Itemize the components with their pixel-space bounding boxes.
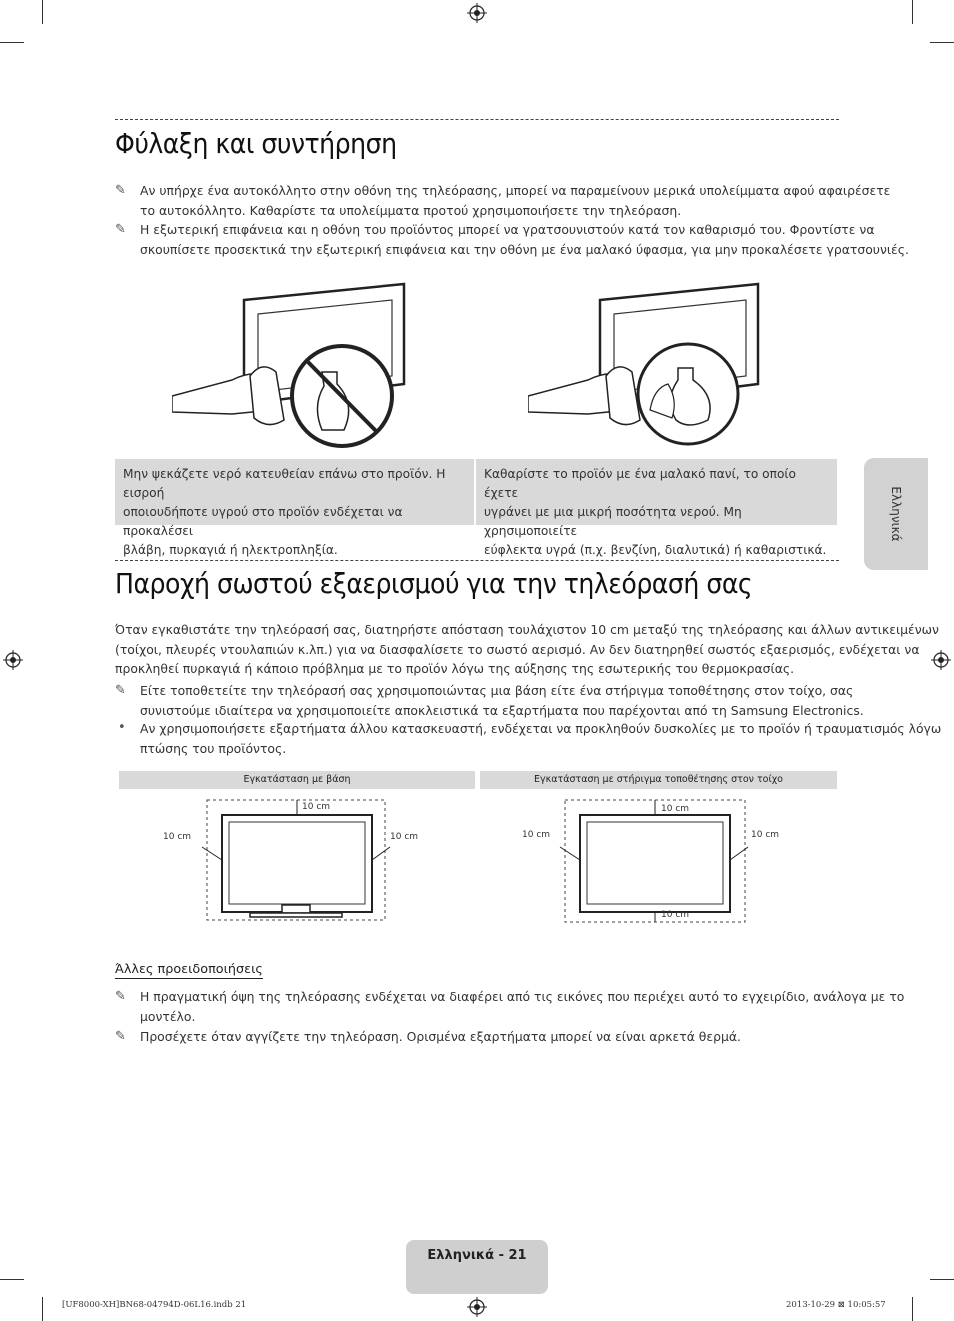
registration-mark-icon xyxy=(3,650,23,670)
registration-mark-icon xyxy=(467,3,487,23)
bullet-icon: • xyxy=(118,720,126,735)
text-line: Μην ψεκάζετε νερό κατευθείαν επάνω στο προϊόν. Η εισροή xyxy=(123,467,446,500)
distance-label-right: 10 cm xyxy=(751,830,780,840)
crop-mark xyxy=(42,0,43,24)
text-line: Αν χρησιμοποιήσετε εξαρτήματα άλλου κατασκευαστή, ενδέχεται να προκληθούν δυσκολίες με το προϊόν ή τραυματισμός λόγω xyxy=(140,721,942,736)
note-appearance xyxy=(140,987,904,1026)
note-icon: ✎ xyxy=(115,1029,126,1044)
no-spray-illustration xyxy=(172,280,412,450)
section-divider xyxy=(115,560,839,561)
distance-label-top: 10 cm xyxy=(661,804,690,814)
crop-mark xyxy=(930,1279,954,1280)
diagram-title-stand: Εγκατάσταση με βάση xyxy=(119,771,475,789)
text-line: Η πραγματική όψη της τηλεόρασης ενδέχεται να διαφέρει από τις εικόνες που περιέχει αυτό το εγχειρίδιο, ανάλογα με το xyxy=(140,989,905,1004)
note-sticker xyxy=(140,181,890,220)
language-side-tab xyxy=(864,458,928,570)
text-line: Η εξωτερική επιφάνεια και η οθόνη του προϊόντος μπορεί να γρατσουνιστούν κατά τον καθαρισμό του. Φροντίστε να xyxy=(140,222,875,237)
text-line: προκληθεί πυρκαγιά ή κάποιο πρόβλημα με το προϊόν λόγω της αύξησης της εσωτερικής του θερμοκρασίας. xyxy=(115,661,795,676)
note-icon: ✎ xyxy=(115,222,126,237)
distance-label-top: 10 cm xyxy=(302,802,331,812)
caption-wipe xyxy=(476,459,837,557)
diagram-title-wall-mount: Εγκατάσταση με στήριγμα τοποθέτησης στον τοίχο xyxy=(480,771,837,789)
crop-mark xyxy=(42,1297,43,1321)
text-line: Είτε τοποθετείτε την τηλεόρασή σας χρησιμοποιώντας μια βάση είτε ένα στήριγμα τοποθέτησης στον τοίχο, σας xyxy=(140,683,854,698)
page-number: Ελληνικά - 21 xyxy=(427,1248,527,1263)
section-title-ventilation: Παροχή σωστού εξαερισμού για την τηλεόρασή σας xyxy=(115,567,753,600)
text-line: συνιστούμε ιδιαίτερα να χρησιμοποιείτε αποκλειστικά τα εξαρτήματα που παρέχονται από τη Samsung Electronics. xyxy=(140,702,864,718)
text-line: βλάβη, πυρκαγιά ή ηλεκτροπληξία. xyxy=(123,543,338,557)
footer-timestamp: 2013-10-29 ⊠ 10:05:57 xyxy=(786,1300,886,1310)
text-line: Αν υπήρχε ένα αυτοκόλλητο στην οθόνη της τηλεόρασης, μπορεί να παραμείνουν μερικά υπολείμματα αφού αφαιρέσετε xyxy=(140,183,891,198)
bullet-other-parts xyxy=(140,719,941,758)
crop-mark xyxy=(912,0,913,24)
text-line: Όταν εγκαθιστάτε την τηλεόρασή σας, διατηρήστε απόσταση τουλάχιστον 10 cm μεταξύ της τηλεόρασης και άλλων αντικειμένων xyxy=(115,622,939,637)
footer-file-info: [UF8000-XH]BN68-04794D-06L16.indb 21 xyxy=(62,1300,247,1310)
registration-mark-icon xyxy=(467,1297,487,1317)
distance-label-left: 10 cm xyxy=(163,832,192,842)
side-tab-label: Ελληνικά xyxy=(889,486,903,542)
text-line: το αυτοκόλλητο. Καθαρίστε τα υπολείμματα προτού χρησιμοποιήσετε την τηλεόραση. xyxy=(140,202,682,218)
crop-mark xyxy=(0,1279,24,1280)
text-line: οποιουδήποτε υγρού στο προϊόν ενδέχεται να προκαλέσει xyxy=(123,505,403,538)
text-line: Καθαρίστε το προϊόν με ένα μαλακό πανί, το οποίο έχετε xyxy=(484,467,796,500)
ventilation-intro xyxy=(115,620,939,679)
distance-label-bottom: 10 cm xyxy=(661,910,690,920)
text-line: Προσέχετε όταν αγγίζετε την τηλεόραση. Ορισμένα εξαρτήματα μπορεί να είναι αρκετά θερμά. xyxy=(140,1029,741,1044)
text-line: υγράνει με μια μικρή ποσότητα νερού. Μη χρησιμοποιείτε xyxy=(484,505,742,538)
caption-no-spray xyxy=(115,459,474,557)
text-line: πτώσης του προϊόντος. xyxy=(140,740,287,756)
note-icon: ✎ xyxy=(115,989,126,1004)
text-line: εύφλεκτα υγρά (π.χ. βενζίνη, διαλυτικά) ή καθαριστικά. xyxy=(484,543,827,557)
wall-mount-install-diagram xyxy=(520,795,790,925)
note-hot-parts xyxy=(140,1027,741,1047)
other-warnings-heading: Άλλες προειδοποιήσεις xyxy=(115,962,263,977)
page-number-box xyxy=(406,1240,548,1294)
distance-label-right: 10 cm xyxy=(390,832,419,842)
stand-install-diagram xyxy=(150,795,440,925)
text-line: μοντέλο. xyxy=(140,1008,196,1024)
crop-mark xyxy=(912,1297,913,1321)
crop-mark xyxy=(930,42,954,43)
crop-mark xyxy=(0,42,24,43)
note-samsung-parts xyxy=(140,681,864,720)
wipe-cloth-illustration xyxy=(528,280,768,450)
note-icon: ✎ xyxy=(115,683,126,698)
section-title-care: Φύλαξη και συντήρηση xyxy=(115,127,397,160)
text-line: (τοίχοι, πλευρές ντουλαπιών κ.λπ.) για να διασφαλίσετε το σωστό αερισμό. Αν δεν διατηρηθεί σωστός εξαερισμός, ενδέχεται να xyxy=(115,641,920,657)
section-divider xyxy=(115,119,839,120)
distance-label-left: 10 cm xyxy=(522,830,551,840)
note-icon: ✎ xyxy=(115,183,126,198)
note-scratch xyxy=(140,220,909,259)
text-line: σκουπίσετε προσεκτικά την εξωτερική επιφάνεια και την οθόνη με ένα μαλακό ύφασμα, για μην προκαλέσετε γρατσουνιές. xyxy=(140,241,909,257)
